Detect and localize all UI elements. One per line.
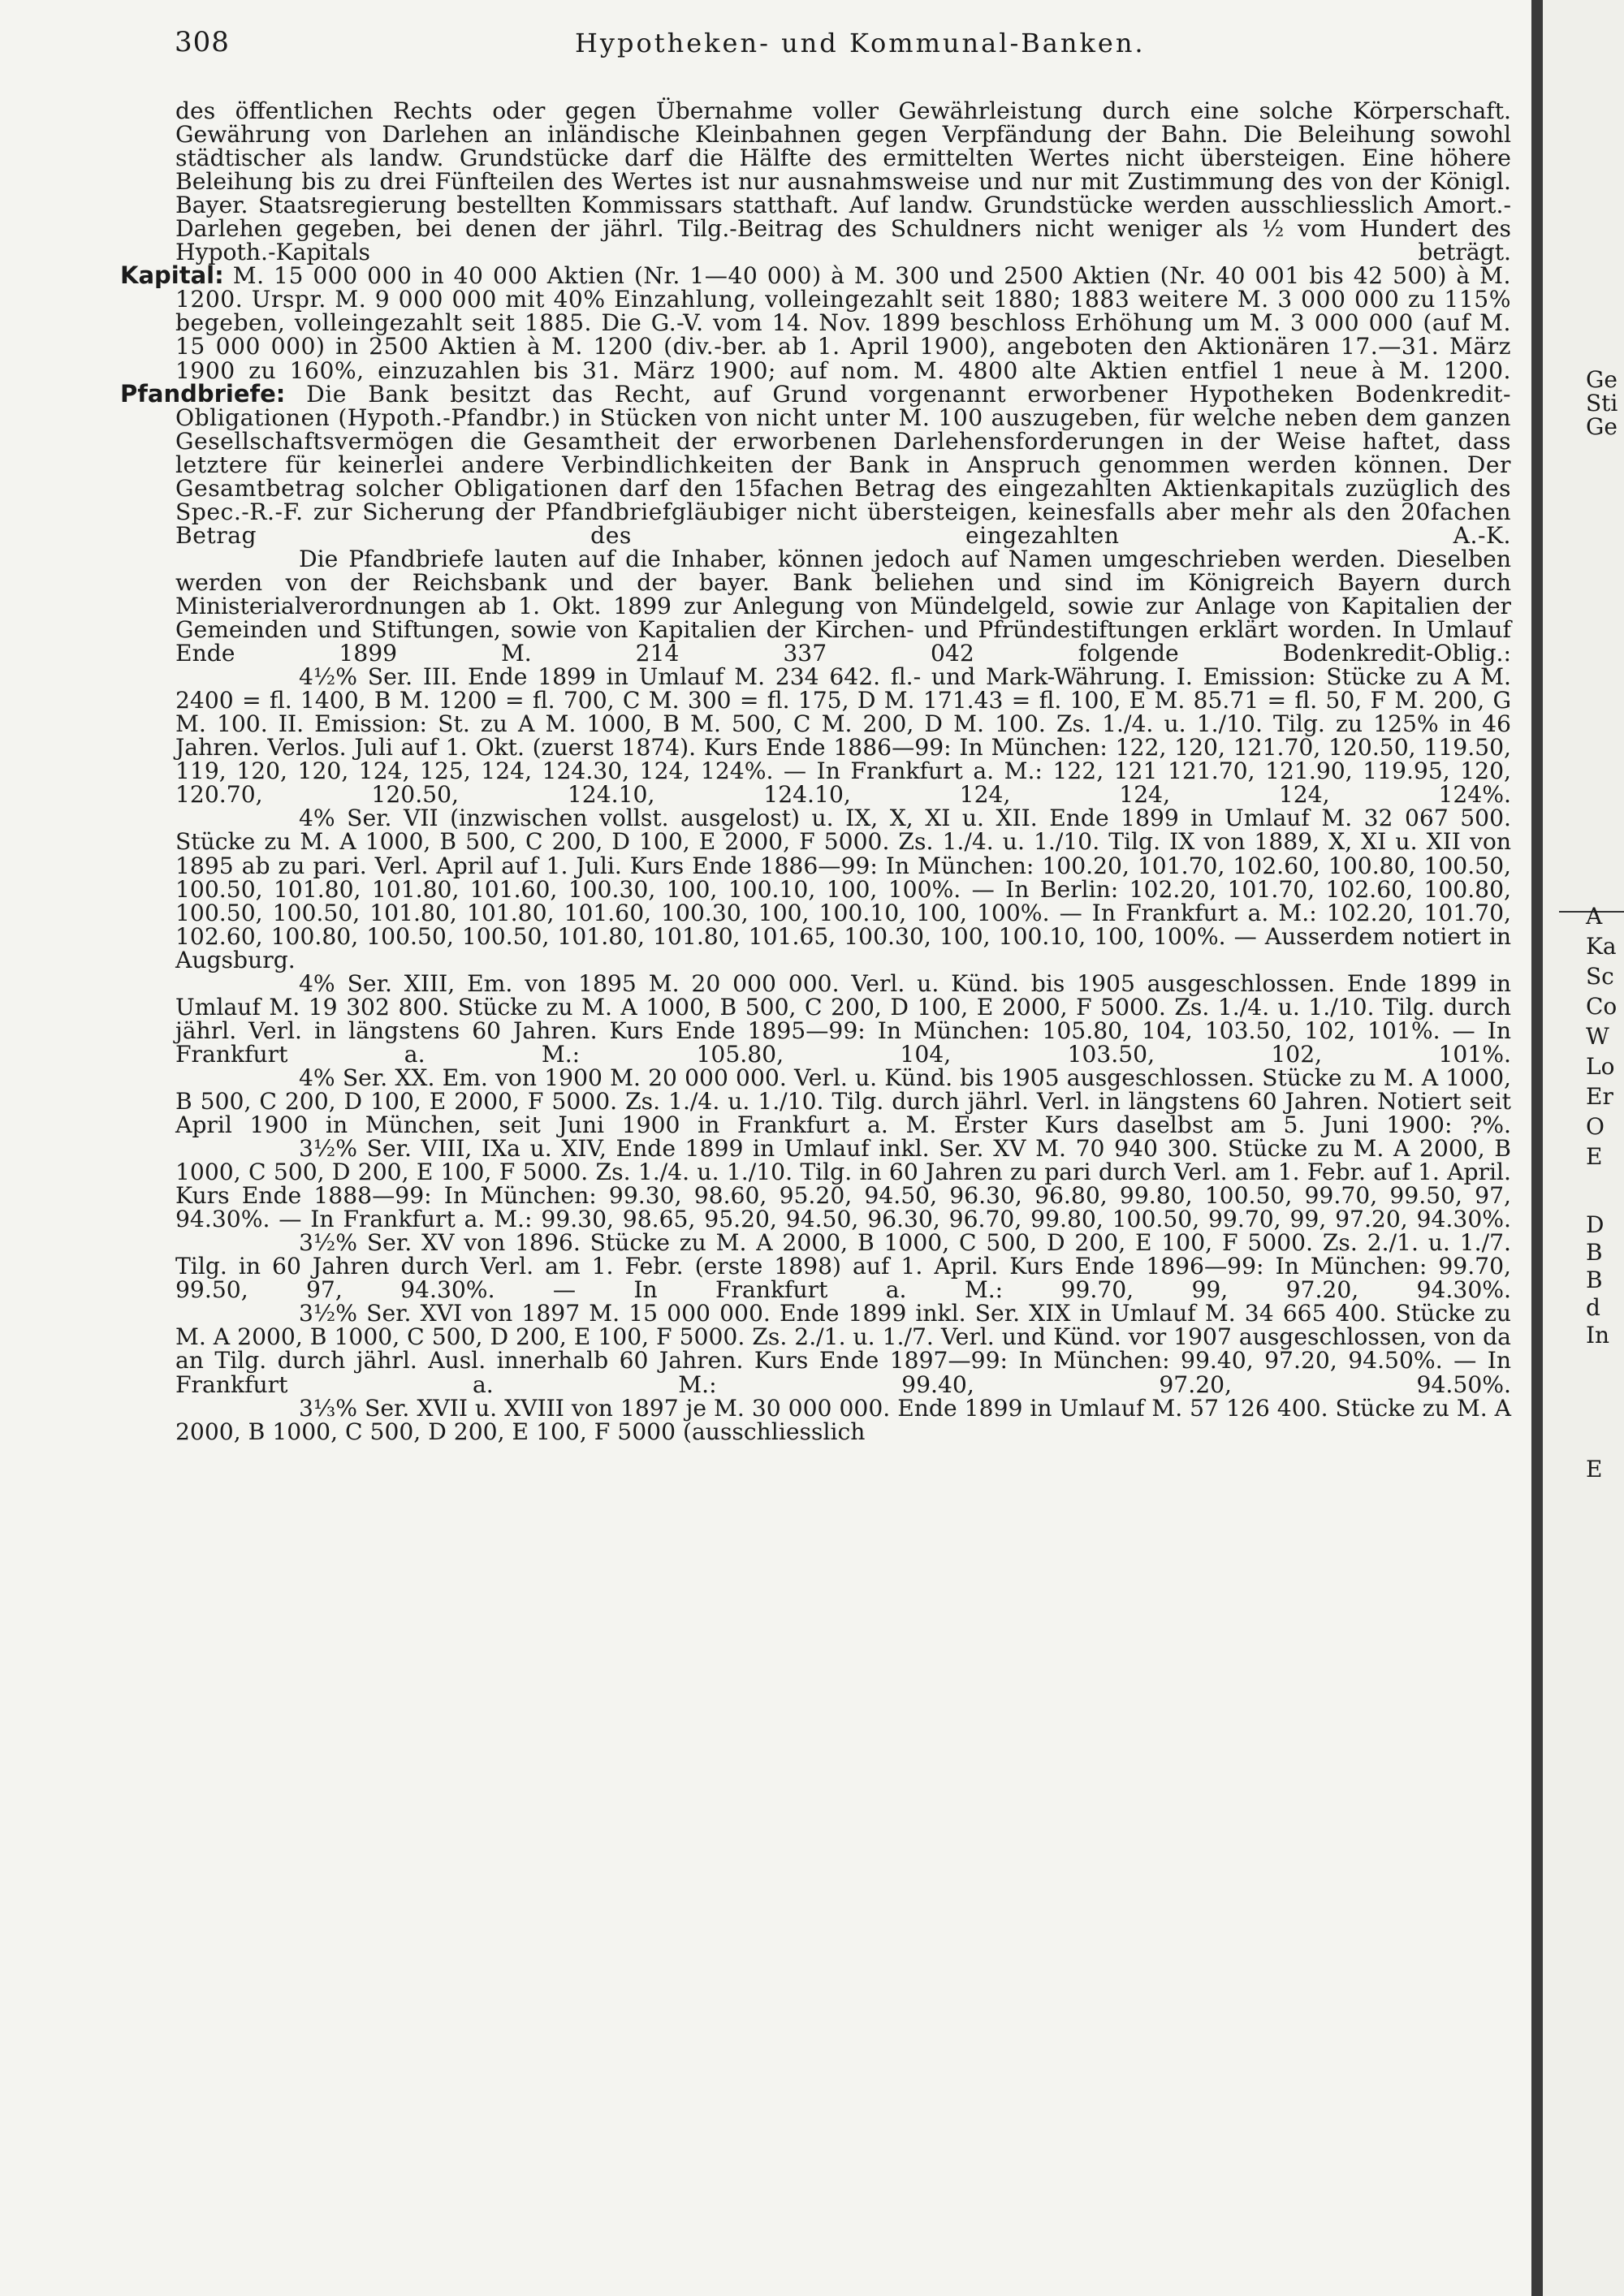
- series-xx-paragraph: 4% Ser. XX. Em. von 1900 M. 20 000 000. Verl. u. Künd. bis 1905 ausgeschlossen. Stücke zu M. A 1000, B 500, C 200, D 100, E 2000, F 5000. Zs. 1./4. u. 1./10. Tilg. durch jährl. Verl. in längstens 60 Jahren. Notiert seit April 1900 in München, seit Juni 1900 in Frankfurt a. M. Erster Kurs daselbst am 5. Juni 1900: ?%.: [175, 1064, 1511, 1139]
- fragment-line: In: [1586, 1322, 1610, 1349]
- adjacent-page-fragment-low: [1586, 1211, 1609, 1349]
- adjacent-page-fragment-bottom: [1586, 1457, 1602, 1481]
- fragment-line: Co: [1586, 993, 1618, 1020]
- fragment-line: d: [1586, 1294, 1600, 1321]
- kapital-text: M. 15 000 000 in 40 000 Aktien (Nr. 1—40 000) à M. 300 und 2500 Aktien (Nr. 40 001 bis 42 500) à M. 1200. Urspr. M. 9 000 000 mit 40% Einzahlung, volleingezahlt seit 1880; 1883 weitere M. 3 000 000 zu 115% begeben, volleingezahlt seit 1885. Die G.-V. vom 14. Nov. 1899 beschloss Erhöhung um M. 3 000 000 (auf M. 15 000 000) in 2500 Aktien à M. 1200 (div.-ber. ab 1. April 1900), angeboten den Aktionären 17.—31. März 1900 zu 160%, einzuzahlen bis 31. März 1900; auf nom. M. 4800 alte Aktien entfiel 1 neue à M. 1200.: [175, 262, 1511, 384]
- main-text-column: [120, 97, 1511, 1445]
- fragment-line: Ge: [1586, 413, 1618, 440]
- series-vii-paragraph: 4% Ser. VII (inzwischen vollst. ausgelost) u. IX, X, XI u. XII. Ende 1899 in Umlauf M. 32 067 500. Stücke zu M. A 1000, B 500, C 200, D 100, E 2000, F 5000. Zs. 1./4. u. 1./10. Tilg. IX von 1889, X, XI u. XII von 1895 ab zu pari. Verl. April auf 1. Juli. Kurs Ende 1886—99: In München: 100.20, 101.70, 102.60, 100.80, 100.50, 100.50, 101.80, 101.80, 101.60, 100.30, 100, 100.10, 100, 100%. — In Berlin: 102.20, 101.70, 102.60, 100.80, 100.50, 100.50, 101.80, 101.80, 101.60, 100.30, 100, 100.10, 100, 100%. — In Frankfurt a. M.: 102.20, 101.70, 102.60, 100.80, 100.50, 100.50, 101.80, 101.80, 101.65, 100.30, 100, 100.10, 100, 100%. — Ausserdem notiert in Augsburg.: [175, 805, 1511, 973]
- running-head: Hypotheken- und Kommunal-Banken.: [575, 28, 1146, 58]
- page-gutter: [1531, 0, 1543, 2296]
- fragment-line: W: [1586, 1023, 1609, 1050]
- fragment-line: B: [1586, 1239, 1603, 1266]
- fragment-line: D: [1586, 1211, 1605, 1238]
- series-iii-paragraph: 4½% Ser. III. Ende 1899 in Umlauf M. 234 642. fl.- und Mark-Währung. I. Emission: Stücke zu A M. 2400 = fl. 1400, B M. 1200 = fl. 700, C M. 300 = fl. 175, D M. 171.43 = fl. 100, E M. 85.71 = fl. 50, F M. 200, G M. 100. II. Emission: St. zu A M. 1000, B M. 500, C M. 200, D M. 100. Zs. 1./4. u. 1./10. Tilg. zu 125% in 46 Jahren. Verlos. Juli auf 1. Okt. (zuerst 1874). Kurs Ende 1886—99: In München: 122, 120, 121.70, 120.50, 119.50, 119, 120, 120, 124, 125, 124, 124.30, 124, 124%. — In Frankfurt a. M.: 122, 121 121.70, 121.90, 119.95, 120, 120.70, 120.50, 124.10, 124.10, 124, 124, 124, 124%.: [175, 663, 1511, 809]
- fragment-line: E: [1586, 1143, 1603, 1170]
- fragment-line: Sc: [1586, 963, 1614, 990]
- fragment-line: Lo: [1586, 1053, 1615, 1080]
- series-xvii-paragraph: 3⅓% Ser. XVII u. XVIII von 1897 je M. 30 000 000. Ende 1899 in Umlauf M. 57 126 400. Stücke zu M. A 2000, B 1000, C 500, D 200, E 100, F 5000 (ausschliesslich: [175, 1394, 1511, 1445]
- pfandbriefe-paragraph: [120, 379, 1511, 549]
- pfandbriefe-text: Die Bank besitzt das Recht, auf Grund vorgenannt erworbener Hypotheken Bodenkredit-Obligationen (Hypoth.-Pfandbr.) in Stücken von nicht unter M. 100 auszugeben, für welche neben dem ganzen Gesellschaftsvermögen die Gesamtheit der erworbenen Darlehensforderungen in der Weise haftet, dass letztere für keinerlei andere Verbindlichkeiten der Bank in Anspruch genommen werden können. Der Gesamtbetrag solcher Obligationen darf den 15fachen Betrag des eingezahlten Aktienkapitals zuzüglich des Spec.-R.-F. zur Sicherung der Pfandbriefgläubiger nicht übersteigen, keinesfalls aber mehr als den 20fachen Betrag des eingezahlten A.-K.: [175, 380, 1511, 549]
- page-number: 308: [175, 26, 230, 58]
- series-xiii-paragraph: 4% Ser. XIII, Em. von 1895 M. 20 000 000. Verl. u. Künd. bis 1905 ausgeschlossen. Ende 1899 in Umlauf M. 19 302 800. Stücke zu M. A 1000, B 500, C 200, D 100, E 2000, F 5000. Zs. 1./4. u. 1./10. Tilg. durch jährl. Verl. in längstens 60 Jahren. Kurs Ende 1895—99: In München: 105.80, 104, 103.50, 102, 101%. — In Frankfurt a. M.: 105.80, 104, 103.50, 102, 101%.: [175, 969, 1511, 1068]
- adjacent-page-fragment-top: [1586, 368, 1618, 438]
- fragment-line: E: [1586, 1456, 1603, 1482]
- pfandbriefe-label: Pfandbriefe:: [120, 379, 286, 408]
- fragment-line: O: [1586, 1113, 1605, 1140]
- fragment-line: Ka: [1586, 933, 1617, 960]
- kapital-label: Kapital:: [120, 261, 224, 290]
- fragment-line: Er: [1586, 1083, 1613, 1110]
- fragment-line: Sti: [1586, 390, 1618, 416]
- kapital-paragraph: [120, 261, 1511, 384]
- fragment-line: A: [1586, 903, 1603, 930]
- fragment-line: Ge: [1586, 366, 1618, 393]
- series-xv-paragraph: 3½% Ser. XV von 1896. Stücke zu M. A 2000, B 1000, C 500, D 200, E 100, F 5000. Zs. 2./1. u. 1./7. Tilg. in 60 Jahren durch Verl. am 1. Febr. (erste 1898) auf 1. April. Kurs Ende 1896—99: In München: 99.70, 99.50, 97, 94.30%. — In Frankfurt a. M.: 99.70, 99, 97.20, 94.30%.: [175, 1229, 1511, 1304]
- series-viii-paragraph: 3½% Ser. VIII, IXa u. XIV, Ende 1899 in Umlauf inkl. Ser. XV M. 70 940 300. Stücke zu M. A 2000, B 1000, C 500, D 200, E 100, F 5000. Zs. 1./4. u. 1./10. Tilg. in 60 Jahren zu pari durch Verl. am 1. Febr. auf 1. April. Kurs Ende 1888—99: In München: 99.30, 98.60, 95.20, 94.50, 96.30, 96.80, 99.80, 100.50, 99.70, 99.50, 97, 94.30%. — In Frankfurt a. M.: 99.30, 98.65, 95.20, 94.50, 96.30, 96.70, 99.80, 100.50, 99.70, 99, 97.20, 94.30%.: [175, 1135, 1511, 1233]
- fragment-line: B: [1586, 1267, 1603, 1293]
- series-xvi-paragraph: 3½% Ser. XVI von 1897 M. 15 000 000. Ende 1899 inkl. Ser. XIX in Umlauf M. 34 665 400. Stücke zu M. A 2000, B 1000, C 500, D 200, E 100, F 5000. Zs. 2./1. u. 1./7. Verl. und Künd. vor 1907 ausgeschlossen, von da an Tilg. durch jährl. Ausl. innerhalb 60 Jahren. Kurs Ende 1897—99: In München: 99.40, 97.20, 94.50%. — In Frankfurt a. M.: 99.40, 97.20, 94.50%.: [175, 1300, 1511, 1398]
- intro-paragraph: des öffentlichen Rechts oder gegen Übernahme voller Gewährleistung durch eine solche Körperschaft. Gewährung von Darlehen an inländische Kleinbahnen gegen Verpfändung der Bahn. Die Beleihung sowohl städtischer als landw. Grundstücke darf die Hälfte des ermittelten Wertes nicht übersteigen. Eine höhere Beleihung bis zu drei Fünfteilen des Wertes ist nur ausnahmsweise und nur mit Zustimmung des von der Königl. Bayer. Staatsregierung bestellten Kommissars statthaft. Auf landw. Grundstücke werden ausschliesslich Amort.-Darlehen gegeben, bei denen der jährl. Tilg.-Beitrag des Schuldners nicht weniger als ½ vom Hundert des Hypoth.-Kapitals beträgt.: [175, 97, 1511, 266]
- adjacent-page-fragment-mid: [1586, 901, 1617, 1172]
- pfandbriefe-namen-paragraph: Die Pfandbriefe lauten auf die Inhaber, können jedoch auf Namen umgeschrieben werden. Dieselben werden von der Reichsbank und der bayer. Bank beliehen und sind im Königreich Bayern durch Ministerialverordnungen ab 1. Okt. 1899 zur Anlegung von Mündelgeld, sowie zur Anlage von Kapitalien der Gemeinden und Stiftungen, sowie von Kapitalien der Kirchen- und Pfründestiftungen erklärt worden. In Umlauf Ende 1899 M. 214 337 042 folgende Bodenkredit-Oblig.:: [175, 545, 1511, 667]
